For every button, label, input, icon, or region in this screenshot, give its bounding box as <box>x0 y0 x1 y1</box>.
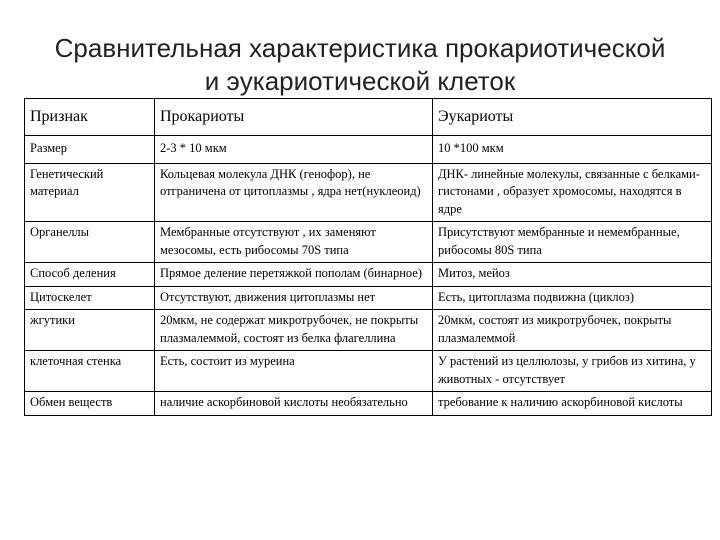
table-row <box>25 286 712 310</box>
table-row <box>25 351 712 392</box>
table-row <box>25 136 712 164</box>
table-row <box>25 163 712 222</box>
row-feature-cell: Органеллы <box>25 222 155 263</box>
row-feature-cell: Генетический материал <box>25 163 155 222</box>
slide-title-line-1: Сравнительная характеристика прокариотической <box>54 33 666 63</box>
table-row <box>25 310 712 351</box>
row-feature-cell: клеточная стенка <box>25 351 155 392</box>
table-row <box>25 222 712 263</box>
row-prokaryote-cell: Есть, состоит из муреина <box>155 351 433 392</box>
row-prokaryote-cell: Кольцевая молекула ДНК (генофор), не отграничена от цитоплазмы , ядра нет(нуклеоид) <box>155 163 433 222</box>
row-feature-cell: Способ деления <box>25 263 155 287</box>
row-eukaryote-cell: 10 *100 мкм <box>433 136 712 164</box>
row-feature-cell: жгутики <box>25 310 155 351</box>
table-header-row <box>25 99 712 136</box>
row-prokaryote-cell: 2-3 * 10 мкм <box>155 136 433 164</box>
table-row <box>25 263 712 287</box>
row-eukaryote-cell: Присутствуют мембранные и немембранные, рибосомы 80S типа <box>433 222 712 263</box>
header-prokaryotes: Прокариоты <box>155 99 433 136</box>
row-eukaryote-cell: 20мкм, состоят из микротрубочек, покрыты плазмалеммой <box>433 310 712 351</box>
row-prokaryote-cell: 20мкм, не содержат микротрубочек, не покрыты плазмалеммой, состоят из белка флагеллина <box>155 310 433 351</box>
header-eukaryotes: Эукариоты <box>433 99 712 136</box>
row-eukaryote-cell: У растений из целлюлозы, у грибов из хитина, у животных - отсутствует <box>433 351 712 392</box>
row-eukaryote-cell: требование к наличию аскорбиновой кислоты <box>433 392 712 416</box>
comparison-table <box>24 98 712 416</box>
slide-title <box>0 32 720 98</box>
slide-title-line-2: и эукариотической клеток <box>204 66 516 96</box>
row-eukaryote-cell: Есть, цитоплазма подвижна (циклоз) <box>433 286 712 310</box>
row-eukaryote-cell: Митоз, мейоз <box>433 263 712 287</box>
row-prokaryote-cell: Прямое деление перетяжкой пополам (бинарное) <box>155 263 433 287</box>
table-row <box>25 392 712 416</box>
row-prokaryote-cell: Отсутствуют, движения цитоплазмы нет <box>155 286 433 310</box>
header-feature: Признак <box>25 99 155 136</box>
row-feature-cell: Размер <box>25 136 155 164</box>
row-feature-cell: Обмен веществ <box>25 392 155 416</box>
row-prokaryote-cell: наличие аскорбиновой кислоты необязательно <box>155 392 433 416</box>
row-eukaryote-cell: ДНК- линейные молекулы, связанные с белками-гистонами , образует хромосомы, находятся в ядре <box>433 163 712 222</box>
row-prokaryote-cell: Мембранные отсутствуют , их заменяют мезосомы, есть рибосомы 70S типа <box>155 222 433 263</box>
row-feature-cell: Цитоскелет <box>25 286 155 310</box>
